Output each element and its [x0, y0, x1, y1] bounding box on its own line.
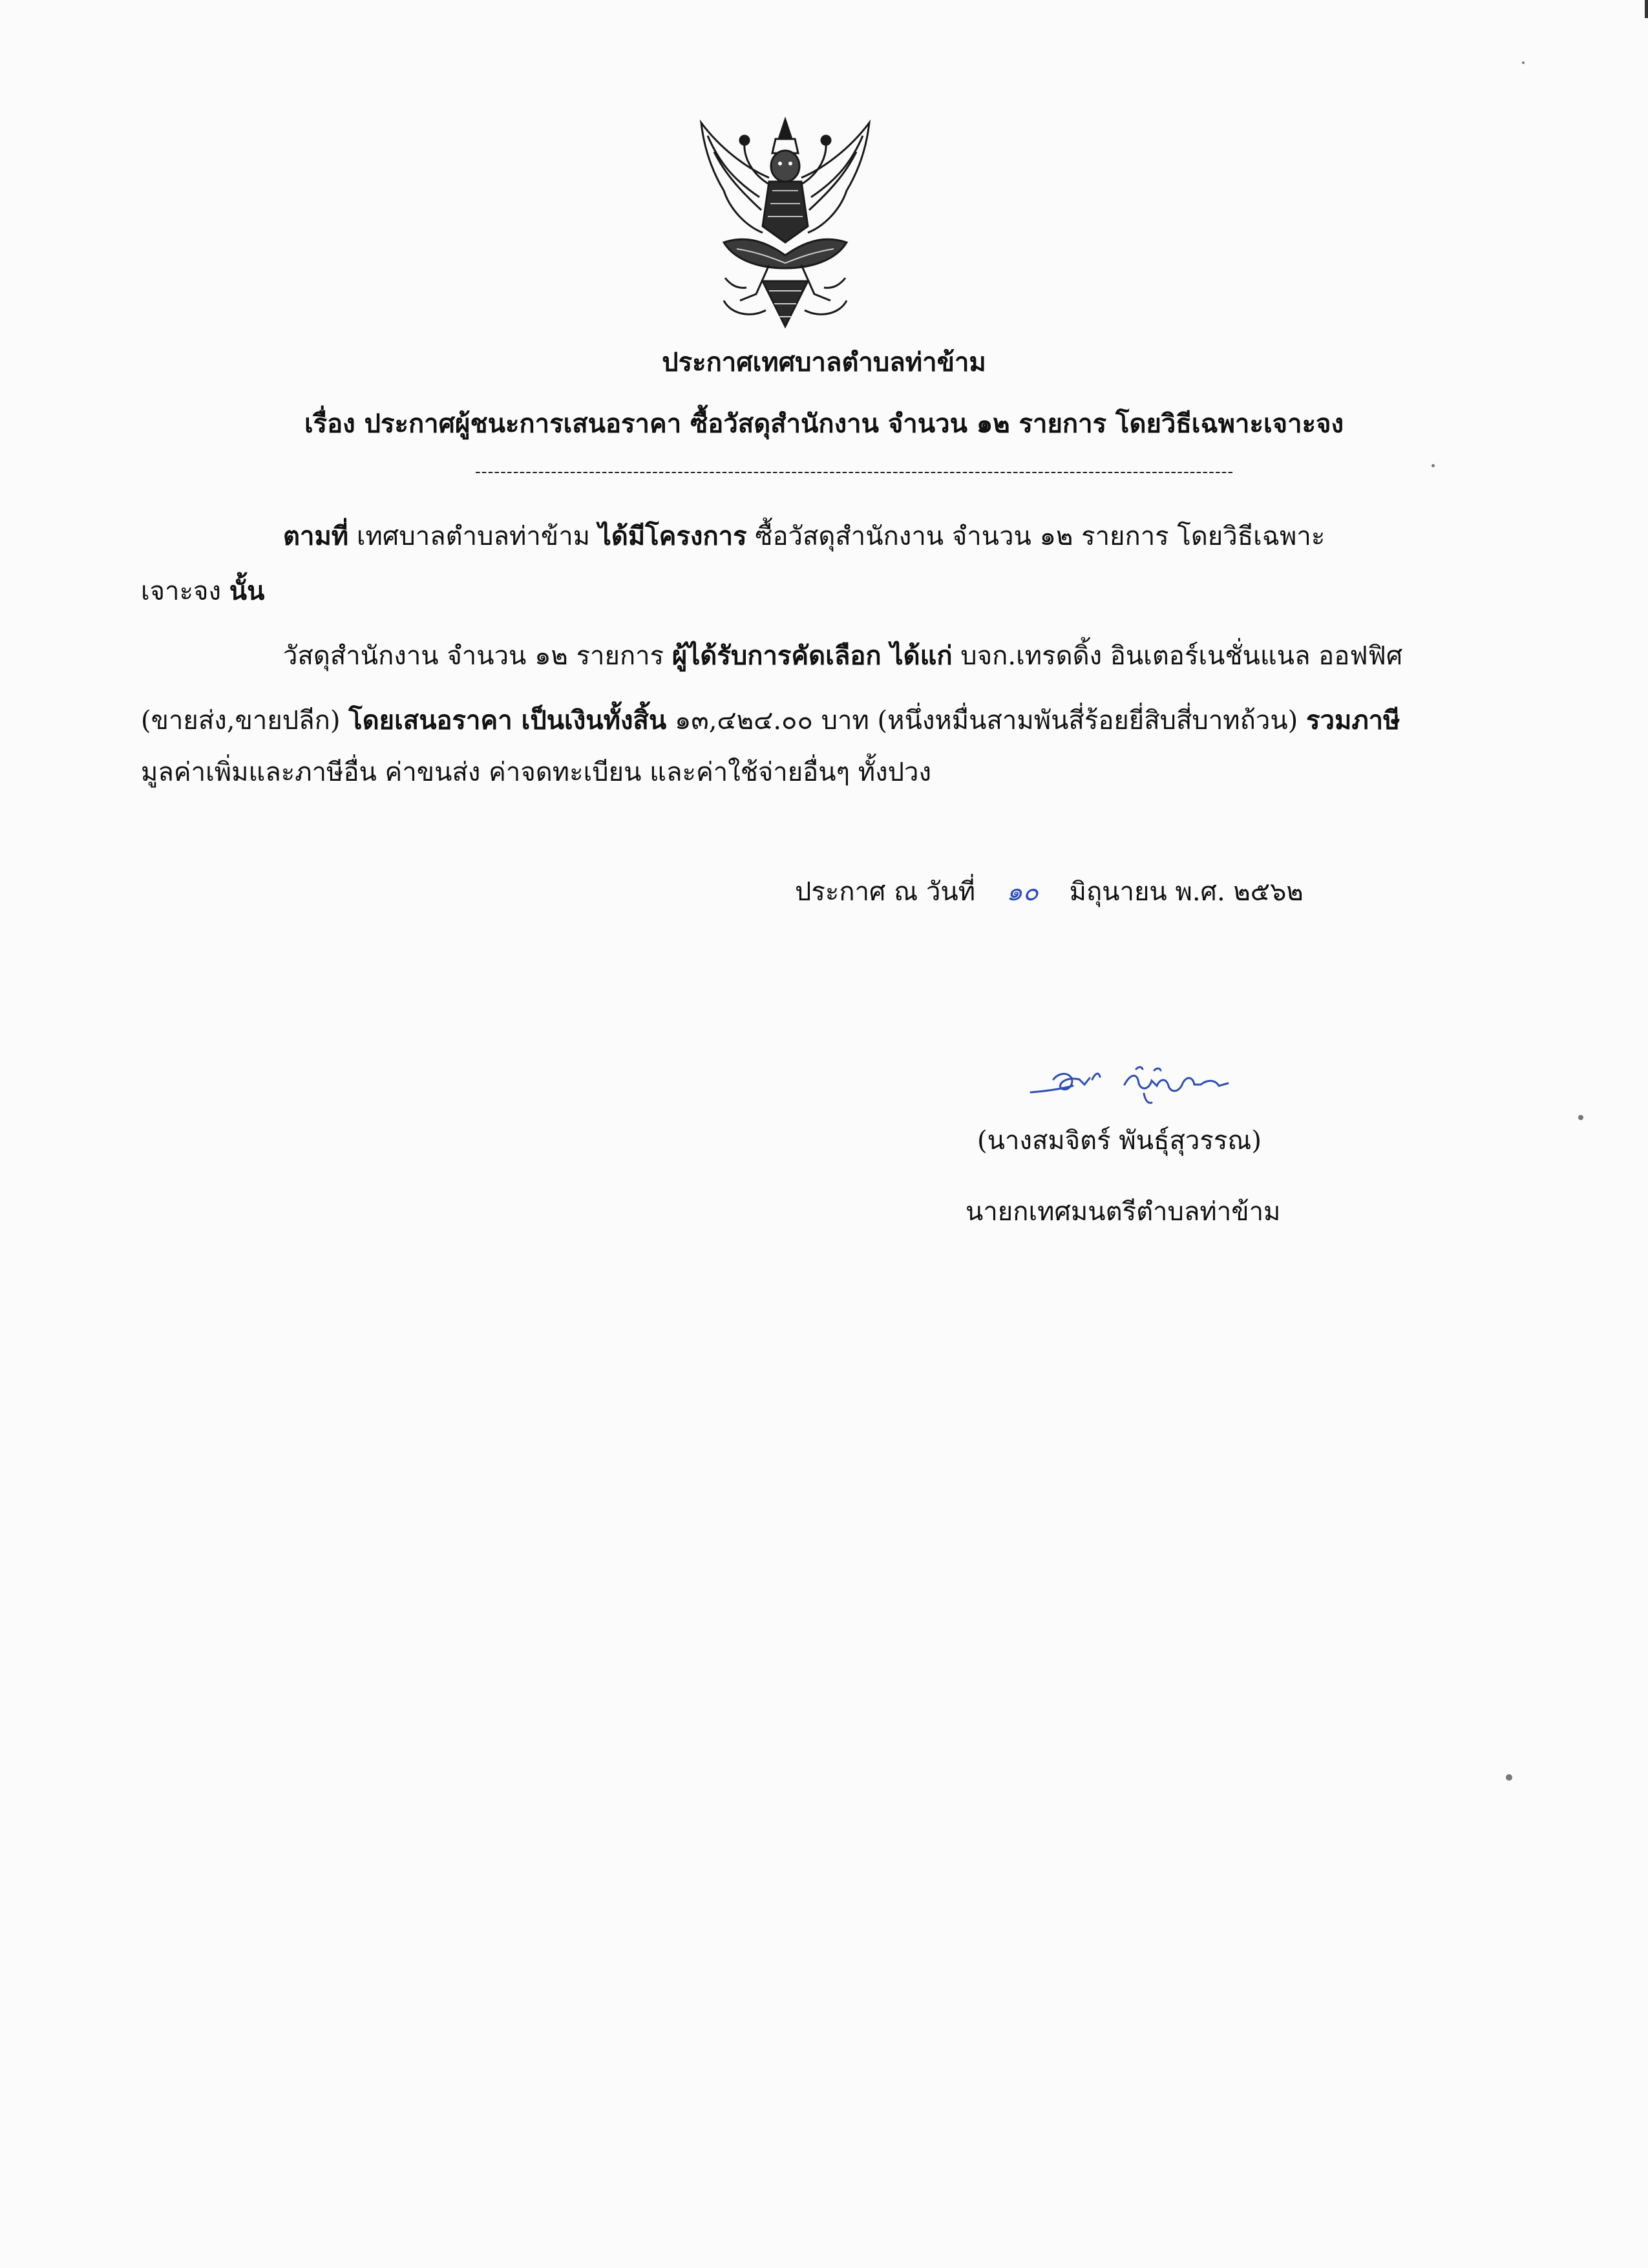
paragraph-2-line-2	[141, 701, 1400, 740]
paragraph-1-line-1	[283, 517, 1325, 556]
scan-speck	[1578, 1115, 1583, 1120]
paragraph-2-text: บจก.เทรดดิ้ง อินเตอร์เนชั่นแนล ออฟฟิศ	[952, 641, 1403, 671]
date-month-year: มิถุนายน พ.ศ. ๒๕๖๒	[1069, 877, 1304, 907]
paragraph-2-text: ผู้ได้รับการคัดเลือก ได้แก่	[671, 641, 953, 671]
paragraph-2-text: วัสดุสำนักงาน จำนวน ๑๒ รายการ	[283, 641, 672, 671]
signer-position: นายกเทศมนตรีตำบลท่าข้าม	[966, 1197, 1281, 1227]
handwritten-signature	[1028, 1047, 1260, 1118]
paragraph-1-text: เจาะจง	[141, 577, 229, 606]
date-day: ๑๐	[1006, 877, 1039, 907]
paragraph-2-text: โดยเสนอราคา เป็นเงินทั้งสิ้น	[348, 705, 667, 736]
paragraph-1-text: นั้น	[229, 576, 265, 606]
announcement-title: ประกาศเทศบาลตำบลท่าข้าม	[662, 347, 986, 377]
scan-edge-mark	[1645, 0, 1648, 18]
paragraph-2-line-3: มูลค่าเพิ่มและภาษีอื่น ค่าขนส่ง ค่าจดทะเบียน และค่าใช้จ่ายอื่นๆ ทั้งปวง	[141, 758, 932, 787]
paragraph-1-text: ซื้อวัสดุสำนักงาน จำนวน ๑๒ รายการ โดยวิธีเฉพาะ	[746, 522, 1326, 551]
divider-line: ------------------------------------------------------------------------------------------------------------------------	[475, 462, 1234, 482]
paragraph-1-text: ตามที่	[283, 521, 349, 551]
paragraph-1-text: ได้มีโครงการ	[598, 521, 747, 551]
date-prefix: ประกาศ ณ วันที่	[795, 877, 976, 907]
paragraph-2-text: รวมภาษี	[1306, 705, 1400, 736]
signer-name: (นางสมจิตร์ พันธุ์สุวรรณ)	[977, 1126, 1262, 1156]
scan-speck	[1522, 61, 1525, 64]
announcement-subject: เรื่อง ประกาศผู้ชนะการเสนอราคา ซื้อวัสดุสำนักงาน จำนวน ๑๒ รายการ โดยวิธีเฉพาะเจาะจง	[304, 408, 1344, 439]
paragraph-1-line-2	[141, 572, 264, 611]
paragraph-2-text: (ขายส่ง,ขายปลีก)	[141, 706, 349, 736]
garuda-emblem	[685, 113, 885, 339]
announcement-date	[795, 873, 1304, 911]
paragraph-1-text: เทศบาลตำบลท่าข้าม	[348, 522, 598, 551]
scan-speck	[1431, 464, 1435, 467]
paragraph-2-line-1	[283, 637, 1402, 675]
scan-speck	[1506, 1774, 1512, 1781]
paragraph-2-text: ๑๓,๔๒๔.๐๐ บาท (หนึ่งหมื่นสามพันสี่ร้อยยี่สิบสี่บาทถ้วน)	[666, 706, 1306, 736]
